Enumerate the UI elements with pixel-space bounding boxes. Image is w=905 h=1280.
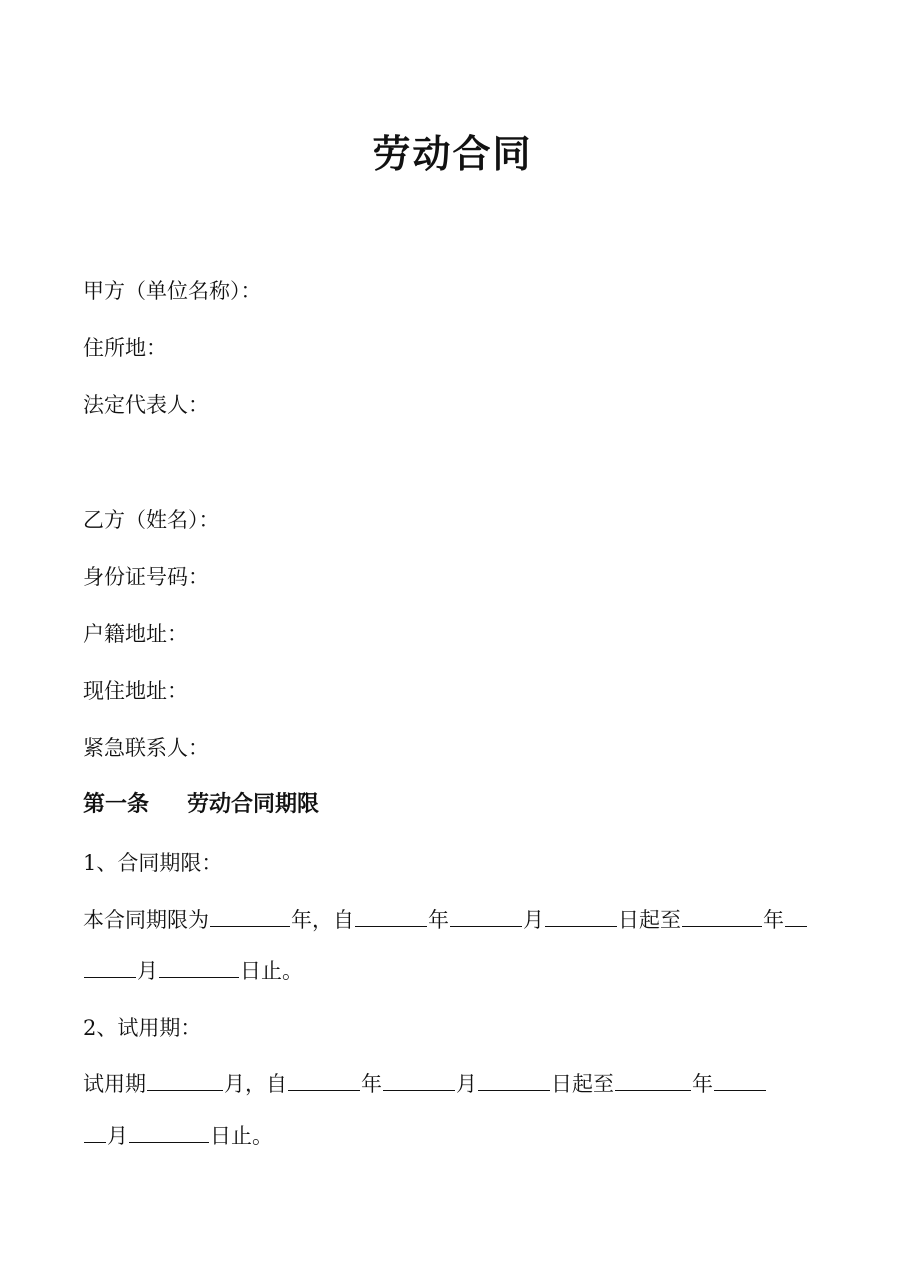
probation-line-2 [83,1121,273,1151]
probation-text-8: 日止。 [210,1124,273,1148]
probation-months-blank[interactable] [147,1070,223,1091]
term-end-month-blank-part2[interactable] [84,957,136,978]
term-end-day-blank[interactable] [159,957,239,978]
term-start-month-blank[interactable] [450,906,522,927]
party-b-name-label: 乙方（姓名）： [83,508,220,532]
probation-end-month-blank-part1[interactable] [714,1070,766,1091]
term-text-6: 年 [763,908,784,932]
probation-text-1: 试用期 [83,1072,146,1096]
probation-start-year-blank[interactable] [288,1070,360,1091]
contract-term-line-2 [83,956,303,986]
probation-start-month-blank[interactable] [383,1070,455,1091]
probation-text-5: 日起至 [551,1072,614,1096]
probation-end-month-blank-part2[interactable] [84,1122,106,1143]
probation-start-day-blank[interactable] [478,1070,550,1091]
term-start-year-blank[interactable] [355,906,427,927]
term-start-day-blank[interactable] [545,906,617,927]
probation-end-day-blank[interactable] [129,1122,209,1143]
probation-label: 2、试用期： [83,1016,202,1040]
probation-line-1 [83,1069,767,1099]
term-end-year-blank[interactable] [682,906,762,927]
article-1-title: 劳动合同期限 [187,792,320,817]
term-text-3: 年 [428,908,449,932]
term-years-blank[interactable] [210,906,290,927]
term-text-8: 日止。 [240,959,303,983]
party-b-household-label: 户籍地址： [83,622,188,646]
term-text-2: 年，自 [291,908,354,932]
probation-text-4: 月 [456,1072,477,1096]
article-1-number: 第一条 [83,792,150,817]
probation-text-2: 月，自 [224,1072,287,1096]
term-end-month-blank-part1[interactable] [785,906,807,927]
term-text-1: 本合同期限为 [83,908,209,932]
term-text-4: 月 [523,908,544,932]
party-a-address-label: 住所地： [83,336,167,360]
probation-text-6: 年 [692,1072,713,1096]
contract-term-line-1 [83,905,808,935]
party-b-current-address-label: 现住地址： [83,679,188,703]
probation-text-3: 年 [361,1072,382,1096]
document-title: 劳动合同 [372,132,533,176]
party-b-id-label: 身份证号码： [83,565,209,589]
party-a-representative-label: 法定代表人： [83,393,209,417]
article-1-heading [83,790,319,820]
term-text-7: 月 [137,959,158,983]
party-a-name-label: 甲方（单位名称）： [83,279,262,303]
probation-text-7: 月 [107,1124,128,1148]
term-text-5: 日起至 [618,908,681,932]
contract-term-label: 1、合同期限： [83,851,223,875]
probation-end-year-blank[interactable] [615,1070,691,1091]
party-b-emergency-label: 紧急联系人： [83,736,209,760]
